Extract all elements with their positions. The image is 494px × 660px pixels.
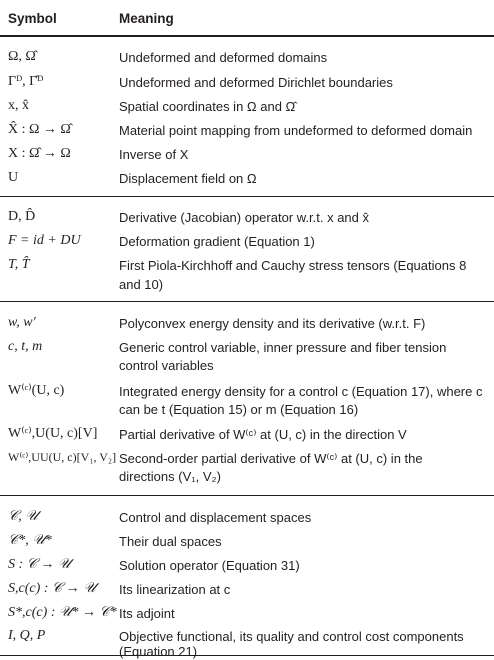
header-meaning: Meaning (119, 11, 174, 26)
row-meaning: Material point mapping from undeformed to deformed domain (119, 123, 473, 138)
group-rule (0, 301, 494, 302)
row-symbol: Γᴰ, Γ̂ᴰ (8, 74, 44, 89)
row-symbol: D, D̂ (8, 209, 36, 224)
row-meaning: Undeformed and deformed Dirichlet boundaries (119, 75, 393, 90)
row-meaning: Polyconvex energy density and its derivative (w.r.t. F) (119, 316, 426, 331)
row-symbol: T, T̂ (8, 257, 30, 272)
row-meaning: Undeformed and deformed domains (119, 50, 328, 65)
row-meaning: Second-order partial derivative of W⁽ᶜ⁾ at (U, c) in the (119, 451, 423, 466)
row-meaning-cont: directions (V₁, V₂) (119, 469, 221, 484)
row-symbol: 𝒞, 𝒰 (8, 509, 38, 524)
row-symbol: 𝒞*, 𝒰* (8, 533, 52, 548)
row-meaning: Its adjoint (119, 606, 175, 621)
row-symbol: X : Ω̂ → Ω (8, 146, 71, 161)
row-meaning: Objective functional, its quality and control cost components (119, 629, 464, 644)
row-symbol: X̂ : Ω → Ω̂ (8, 122, 71, 137)
row-meaning: Partial derivative of W⁽ᶜ⁾ at (U, c) in the direction V (119, 427, 407, 442)
row-meaning: Their dual spaces (119, 534, 222, 549)
row-symbol: c, t, m (8, 339, 43, 354)
row-symbol: S : 𝒞 → 𝒰 (8, 557, 71, 572)
group-rule (0, 196, 494, 197)
row-symbol: U (8, 170, 19, 185)
row-symbol: W⁽ᶜ⁾(U, c) (8, 383, 65, 398)
row-meaning-cont: can be t (Equation 15) or m (Equation 16) (119, 402, 359, 417)
row-symbol: S,c(c) : 𝒞 → 𝒰 (8, 581, 96, 596)
header-symbol: Symbol (8, 11, 57, 26)
row-symbol: w, w′ (8, 315, 36, 330)
row-meaning: Solution operator (Equation 31) (119, 558, 300, 573)
row-symbol: S*,c(c) : 𝒰* → 𝒞* (8, 605, 117, 620)
group-rule (0, 495, 494, 496)
row-meaning-cont: control variables (119, 358, 214, 373)
row-symbol: W⁽ᶜ⁾,U(U, c)[V] (8, 426, 98, 441)
row-symbol: F = id + DU (8, 233, 81, 248)
row-symbol: W⁽ᶜ⁾,UU(U, c)[V₁, V₂] (8, 450, 117, 464)
row-meaning: Integrated energy density for a control c (Equation 17), where c (119, 384, 483, 399)
row-meaning: Displacement field on Ω (119, 171, 257, 186)
header-rule (0, 35, 494, 37)
row-meaning: Derivative (Jacobian) operator w.r.t. x and x̂ (119, 210, 370, 225)
row-symbol: Ω, Ω̂ (8, 49, 36, 64)
row-meaning: Inverse of X (119, 147, 189, 162)
row-symbol: I, Q, P (8, 628, 46, 643)
row-meaning: Generic control variable, inner pressure and fiber tension (119, 340, 447, 355)
row-meaning: Spatial coordinates in Ω and Ω̂ (119, 99, 296, 114)
row-meaning-cont: and 10) (119, 277, 164, 292)
row-meaning: Control and displacement spaces (119, 510, 312, 525)
bottom-rule (0, 655, 494, 656)
row-meaning: Its linearization at c (119, 582, 231, 597)
row-meaning: First Piola-Kirchhoff and Cauchy stress tensors (Equations 8 (119, 258, 467, 273)
row-symbol: x, x̂ (8, 98, 29, 113)
row-meaning-cont: (Equation 21) (119, 644, 198, 659)
row-meaning: Deformation gradient (Equation 1) (119, 234, 315, 249)
